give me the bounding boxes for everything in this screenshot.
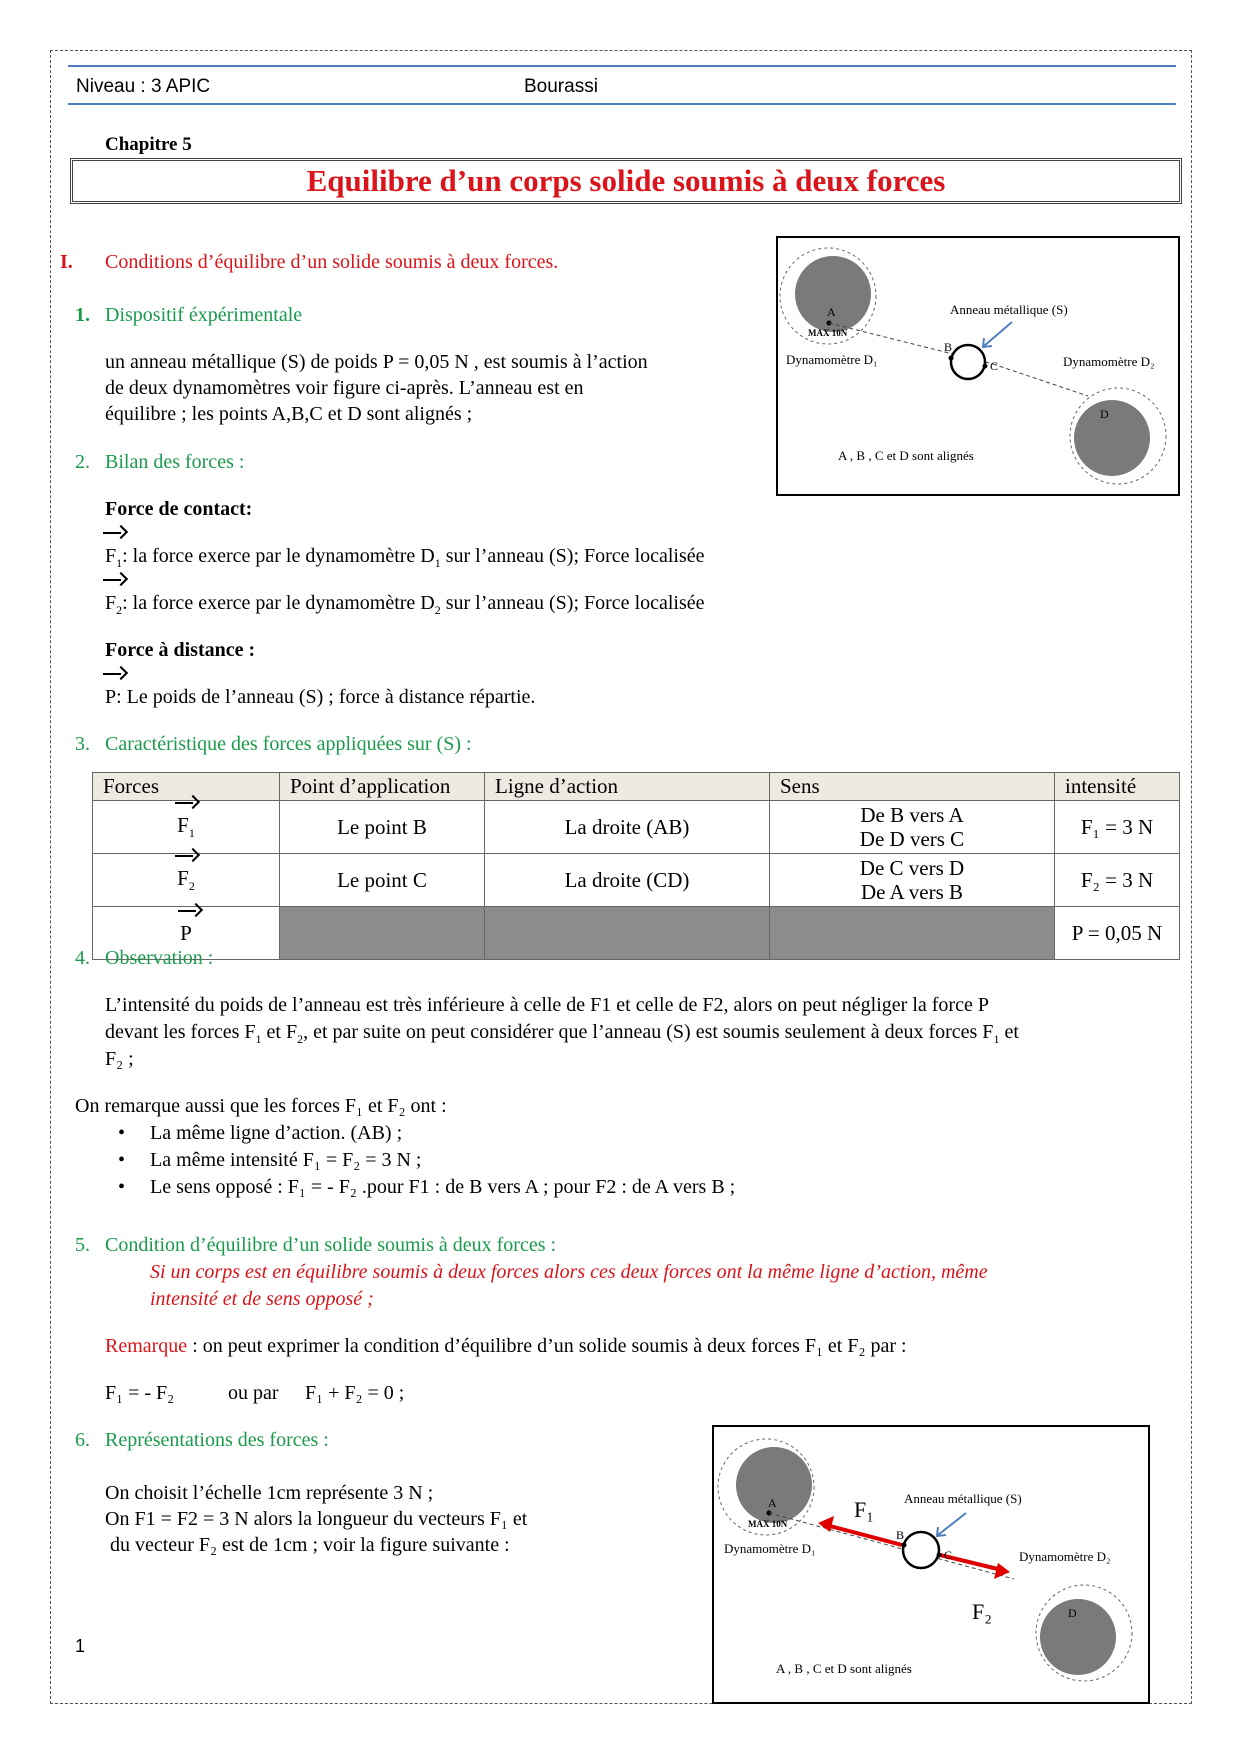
line-cell: La droite (CD) [485, 854, 770, 907]
force-f2-line: $F_2$: la force exerce par le dynamomètre $D_2$ sur l’anneau (S); Force localisée [105, 590, 705, 624]
dyn2-label: Dynamomètre D₂ [1019, 1549, 1111, 1564]
intensity-cell: F₁ = 3 N [1055, 801, 1180, 854]
s1-number: 1. [75, 304, 90, 326]
empty-cell [770, 907, 1055, 960]
p-desc: : Le poids de l’anneau (S) ; force à distance répartie. [116, 686, 536, 708]
dynamometer-1-body [736, 1447, 812, 1523]
dyn2-label: Dynamomètre D₂ [1063, 354, 1155, 369]
force-p-line [105, 684, 535, 711]
remark-condition [105, 1333, 907, 1360]
s5-title: Condition d’équilibre d’un solide soumis à deux forces : [105, 1234, 557, 1256]
vector-p: P [180, 920, 192, 945]
f1-label: F₁ [854, 1497, 874, 1522]
dynamometer-2-body [1074, 400, 1150, 476]
point-a-label: A [768, 1496, 777, 1510]
intensity-cell: F₂ = 3 N [1055, 854, 1180, 907]
table-header: Point d’application [280, 773, 485, 801]
point-c-label: C [990, 359, 999, 373]
header-rule-bottom [68, 103, 1176, 105]
ring-pointer-arrow [984, 322, 1012, 346]
empty-cell [280, 907, 485, 960]
header-author: Bourassi [524, 76, 598, 97]
point-a-label: A [827, 305, 836, 319]
dyn1-max-label: MAX 10N [808, 328, 848, 338]
force-f2-arrowhead [994, 1563, 1010, 1579]
f1-tail: sur l’anneau (S); Force localisée [440, 545, 705, 567]
s1-text-3: équilibre ; les points A,B,C et D sont alignés ; [105, 403, 473, 425]
forces-figure [712, 1425, 1150, 1704]
s6-text-1: On choisit l’échelle 1cm représente 3 N ; [105, 1482, 434, 1504]
sens-cell: De B vers A De D vers C [770, 801, 1055, 854]
s1-title: Dispositif éxpérimentale [105, 304, 303, 326]
point-c [983, 364, 988, 369]
s1-text-1: un anneau métallique (S) de poids P = 0,05 N , est soumis à l’action [105, 351, 648, 373]
point-b-label: B [944, 340, 953, 354]
vector-f1: $F_1$ [177, 812, 195, 841]
s6-text-2: On F1 = F2 = 3 N alors la longueur du vecteurs F₁ et [105, 1508, 528, 1530]
title-box [70, 158, 1182, 204]
remark-line: On remarque aussi que les forces F₁ et F₂ ont : [75, 1095, 447, 1117]
experiment-figure [776, 236, 1180, 496]
list-item: • La même ligne d’action. (AB) ; [100, 1120, 735, 1147]
header-rule-top [68, 65, 1176, 67]
f2-tail: sur l’anneau (S); Force localisée [440, 592, 705, 614]
rule-line-2: intensité et de sens opposé ; [150, 1288, 374, 1310]
observation-line-2: devant les forces $F_1$ et $F_2$, et par suite on peut considérer que l’anneau (S) est soumis seulement à deux forces $F_1$ et [105, 1021, 1019, 1046]
vector-f1: $F_1$ [105, 543, 122, 577]
line-cell: La droite (AB) [485, 801, 770, 854]
experiment-diagram [778, 238, 1178, 494]
point-b [949, 356, 954, 361]
table-row [93, 801, 1180, 854]
ring [951, 345, 985, 379]
force-cell [93, 854, 280, 907]
force-cell [93, 801, 280, 854]
aligned-caption: A , B , C et D sont alignés [776, 1661, 912, 1676]
table-header: Forces [93, 773, 280, 801]
list-item: • La même intensité F₁ = F₂ = 3 N ; [100, 1147, 735, 1174]
equation-or: ou par [228, 1382, 279, 1404]
intensity-cell: P = 0,05 N [1055, 907, 1180, 960]
s6-number: 6. [75, 1429, 90, 1451]
s5-number: 5. [75, 1234, 90, 1256]
point-c [937, 1553, 942, 1558]
section-number: I. [60, 251, 73, 273]
page-number: 1 [75, 1636, 86, 1656]
f2-label: F₂ [972, 1599, 992, 1624]
s3-title: Caractéristique des forces appliquées sur (S) : [105, 733, 472, 755]
force-f1-arrow [826, 1525, 905, 1545]
s6-title: Représentations des forces : [105, 1429, 329, 1451]
ring-label: Anneau métallique (S) [950, 302, 1068, 317]
s1-text-2: de deux dynamomètres voir figure ci-après. L’anneau est en [105, 377, 584, 399]
rule-line-1: Si un corps est en équilibre soumis à deux forces alors ces deux forces ont la même ligne d’action, même [150, 1261, 988, 1283]
f2-desc: : la force exerce par le dynamomètre D [122, 592, 435, 614]
remark-label: Remarque [105, 1335, 188, 1357]
observation-line-3: F₂ ; [105, 1048, 134, 1070]
point-b [902, 1543, 907, 1548]
header-level: Niveau : 3 APIC [76, 76, 211, 97]
empty-cell [485, 907, 770, 960]
table-header-row [93, 773, 1180, 801]
aligned-caption: A , B , C et D sont alignés [838, 448, 974, 463]
ring-pointer-arrow [938, 1513, 966, 1535]
chapter-label: Chapitre 5 [105, 134, 192, 155]
s6-text-3: du vecteur F₂ est de 1cm ; voir la figure suivante : [110, 1534, 510, 1556]
f1-desc: : la force exerce par le dynamomètre D [122, 545, 435, 567]
dyn1-max-label: MAX 10N [748, 1519, 788, 1529]
dyn1-label: Dynamomètre D₁ [724, 1541, 816, 1556]
table-header: Sens [770, 773, 1055, 801]
point-c-label: C [944, 1548, 953, 1562]
list-item: • Le sens opposé : F₁ = - F₂ .pour F1 : de B vers A ; pour F2 : de A vers B ; [100, 1174, 735, 1201]
table-header: intensité [1055, 773, 1180, 801]
remark-text: : on peut exprimer la condition d’équilibre d’un solide soumis à deux forces F₁ et F₂ par : [187, 1335, 907, 1357]
distance-heading: Force à distance : [105, 639, 256, 661]
s3-number: 3. [75, 733, 90, 755]
forces-diagram [714, 1427, 1148, 1702]
dyn1-label: Dynamomètre D₁ [786, 352, 878, 367]
point-d-label: D [1100, 407, 1109, 421]
point-cell: Le point B [280, 801, 485, 854]
point-cell: Le point C [280, 854, 485, 907]
s4-title: Observation : [105, 947, 214, 969]
point-d-label: D [1068, 1606, 1077, 1620]
remark-list [100, 1120, 735, 1201]
ring-label: Anneau métallique (S) [904, 1491, 1022, 1506]
ring [903, 1532, 939, 1568]
contact-heading: Force de contact: [105, 498, 253, 520]
vector-p: P [105, 684, 116, 711]
force-f1-line: $F_1$: la force exerce par le dynamomètre $D_1$ sur l’anneau (S); Force localisée [105, 543, 705, 577]
vector-f2: $F_2$ [105, 590, 122, 624]
vector-f2: $F_2$ [177, 865, 195, 894]
table-row [93, 907, 1180, 960]
table-header: Ligne d’action [485, 773, 770, 801]
s4-number: 4. [75, 947, 90, 969]
sens-cell: De C vers D De A vers B [770, 854, 1055, 907]
table-row [93, 854, 1180, 907]
s2-title: Bilan des forces : [105, 451, 245, 473]
page-title: Equilibre d’un corps solide soumis à deux forces [306, 163, 946, 198]
dynamometer-2-body [1040, 1599, 1116, 1675]
section-title: Conditions d’équilibre d’un solide soumis à deux forces. [105, 251, 559, 273]
dynamometer-1-body [795, 256, 871, 332]
equation-2: F₁ + F₂ = 0 ; [305, 1382, 405, 1404]
forces-table [92, 772, 1180, 960]
observation-line-1: L’intensité du poids de l’anneau est très inférieure à celle de F1 et celle de F2, alors on peut négliger la force P [105, 994, 989, 1016]
point-b-label: B [896, 1528, 905, 1542]
equation-1: F₁ = - F₂ [105, 1382, 175, 1404]
s2-number: 2. [75, 451, 90, 473]
